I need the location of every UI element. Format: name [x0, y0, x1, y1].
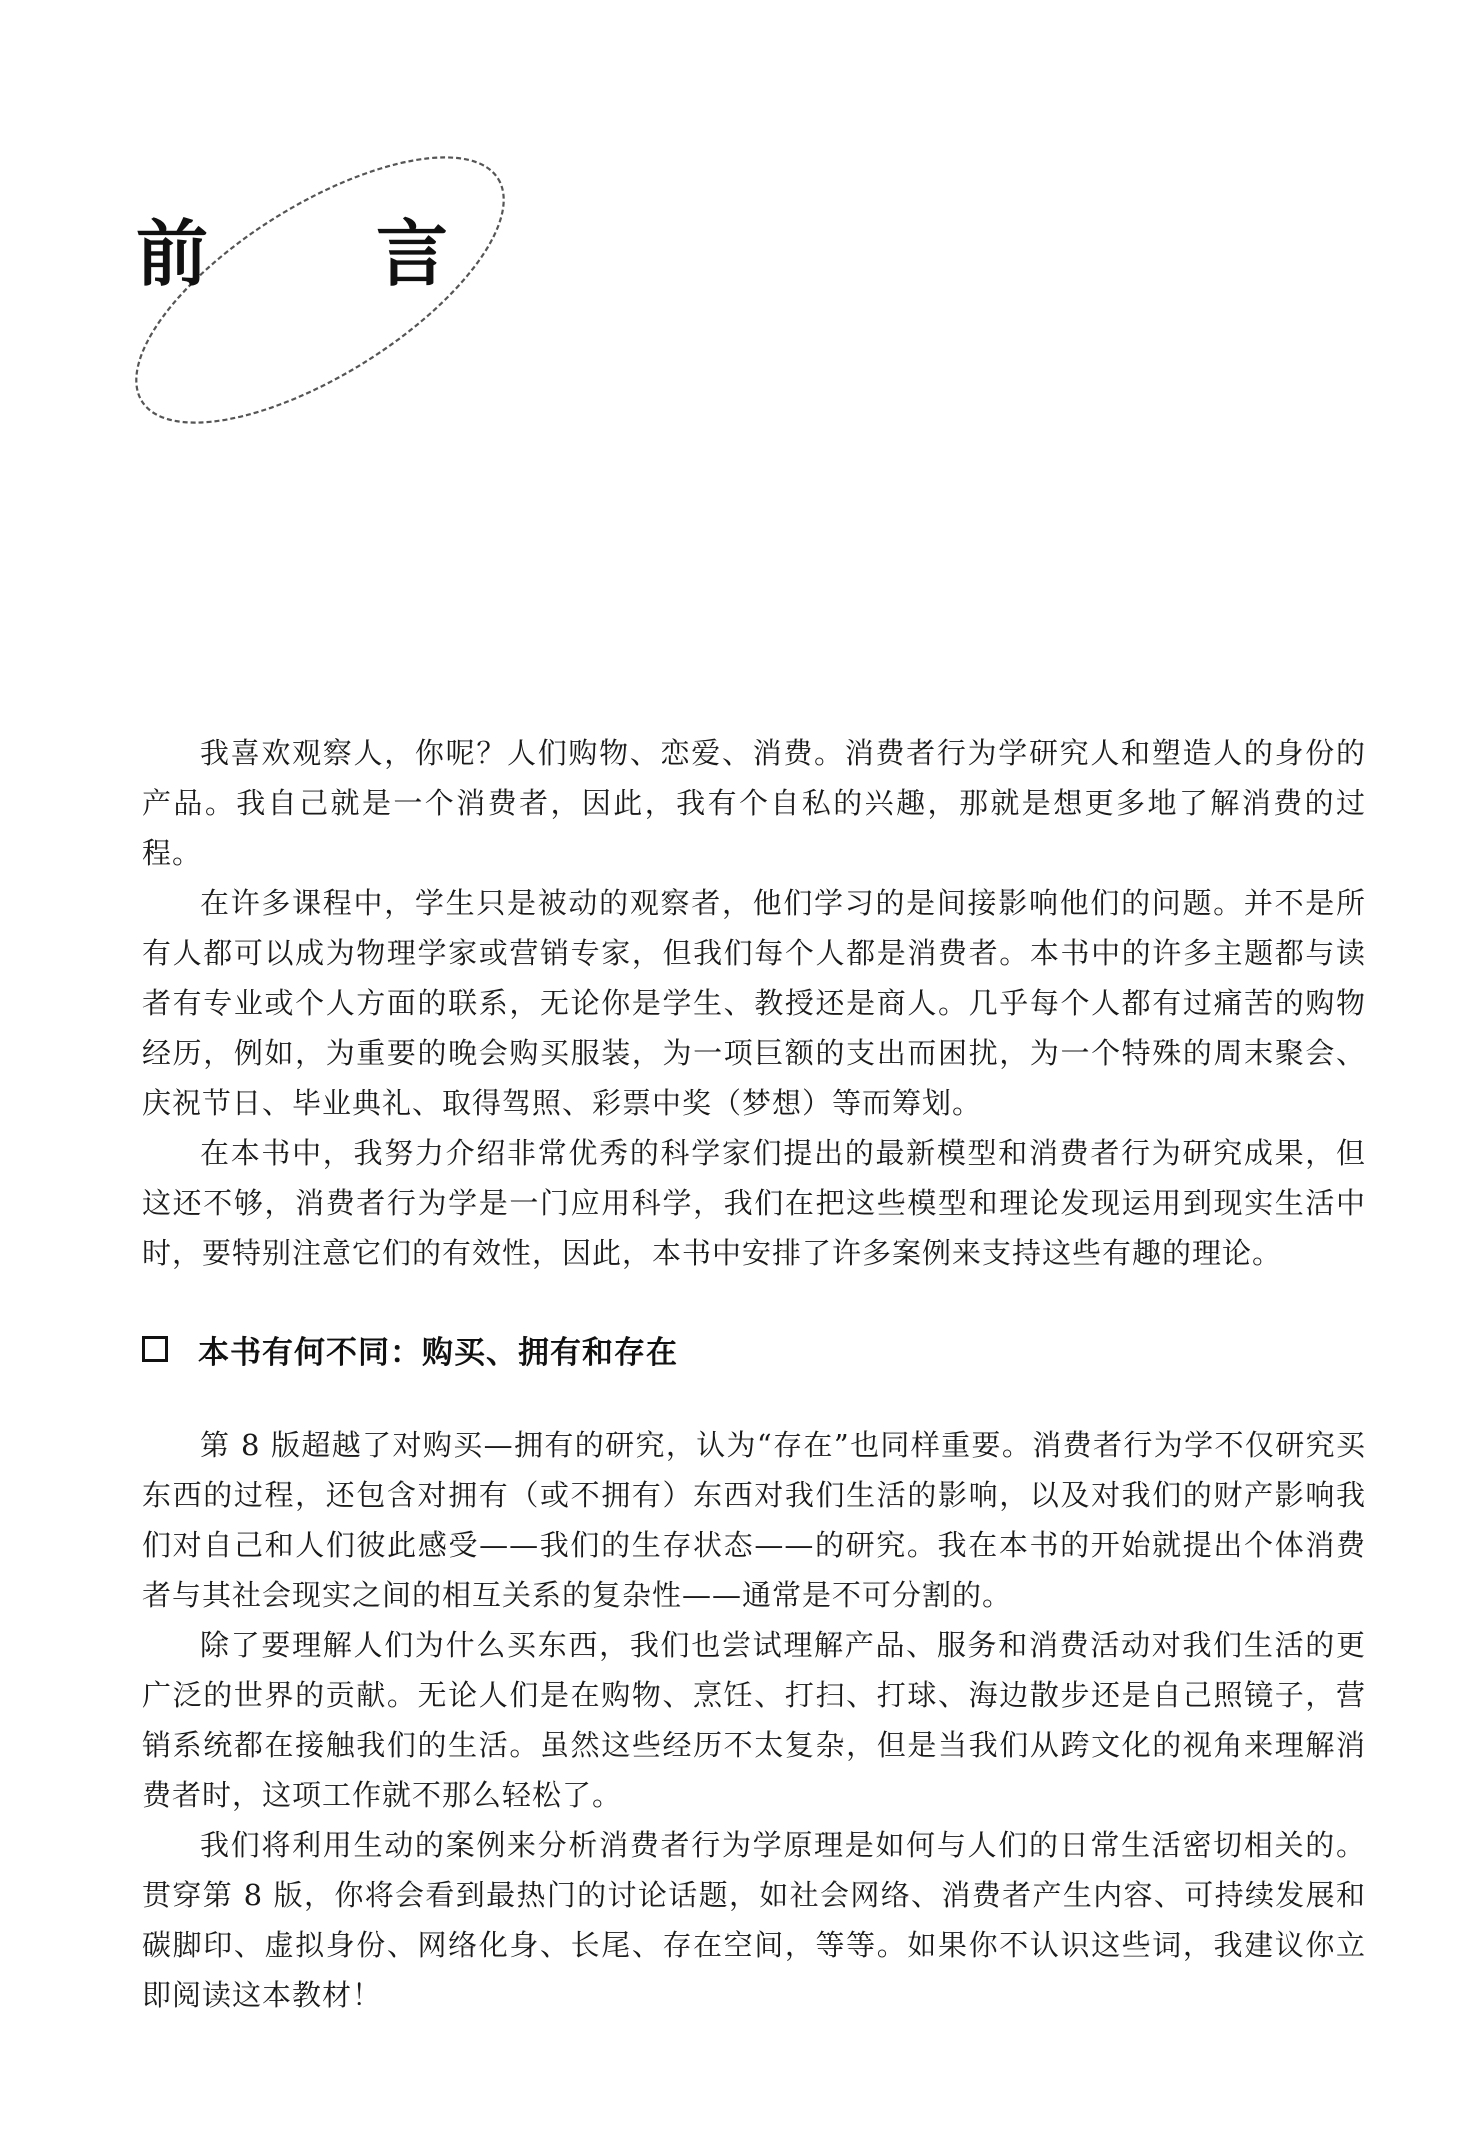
document-body	[142, 728, 1366, 2020]
intro-paragraph-3: 在本书中，我努力介绍非常优秀的科学家们提出的最新模型和消费者行为研究成果，但这还不够，消费者行为学是一门应用科学，我们在把这些模型和理论发现运用到现实生活中时，要特别注意它们的有效性，因此，本书中安排了许多案例来支持这些有趣的理论。	[142, 1136, 1366, 1270]
square-bullet-icon	[142, 1336, 168, 1362]
section-paragraph-1: 第 8 版超越了对购买—拥有的研究，认为“存在”也同样重要。消费者行为学不仅研究买东西的过程，还包含对拥有（或不拥有）东西对我们生活的影响，以及对我们的财产影响我们对自己和人们彼此感受——我们的生存状态——的研究。我在本书的开始就提出个体消费者与其社会现实之间的相互关系的复杂性——通常是不可分割的。	[142, 1428, 1366, 1612]
page-title: 前 言	[136, 212, 497, 296]
section-heading-text: 本书有何不同：购买、拥有和存在	[198, 1334, 678, 1371]
title-area	[120, 130, 560, 450]
section-heading	[142, 1324, 1366, 1374]
section-paragraph-2: 除了要理解人们为什么买东西，我们也尝试理解产品、服务和消费活动对我们生活的更广泛的世界的贡献。无论人们是在购物、烹饪、打扫、打球、海边散步还是自己照镜子，营销系统都在接触我们的生活。虽然这些经历不太复杂，但是当我们从跨文化的视角来理解消费者时，这项工作就不那么轻松了。	[142, 1628, 1366, 1812]
intro-paragraph-1: 我喜欢观察人，你呢？人们购物、恋爱、消费。消费者行为学研究人和塑造人的身份的产品。我自己就是一个消费者，因此，我有个自私的兴趣，那就是想更多地了解消费的过程。	[142, 736, 1366, 870]
intro-paragraph-2: 在许多课程中，学生只是被动的观察者，他们学习的是间接影响他们的问题。并不是所有人都可以成为物理学家或营销专家，但我们每个人都是消费者。本书中的许多主题都与读者有专业或个人方面的联系，无论你是学生、教授还是商人。几乎每个人都有过痛苦的购物经历，例如，为重要的晚会购买服装，为一项巨额的支出而困扰，为一个特殊的周末聚会、庆祝节日、毕业典礼、取得驾照、彩票中奖（梦想）等而筹划。	[142, 886, 1366, 1120]
section-paragraph-3: 我们将利用生动的案例来分析消费者行为学原理是如何与人们的日常生活密切相关的。贯穿第 8 版，你将会看到最热门的讨论话题，如社会网络、消费者产生内容、可持续发展和碳脚印、虚拟身份、网络化身、长尾、存在空间，等等。如果你不认识这些词，我建议你立即阅读这本教材！	[142, 1828, 1366, 2012]
